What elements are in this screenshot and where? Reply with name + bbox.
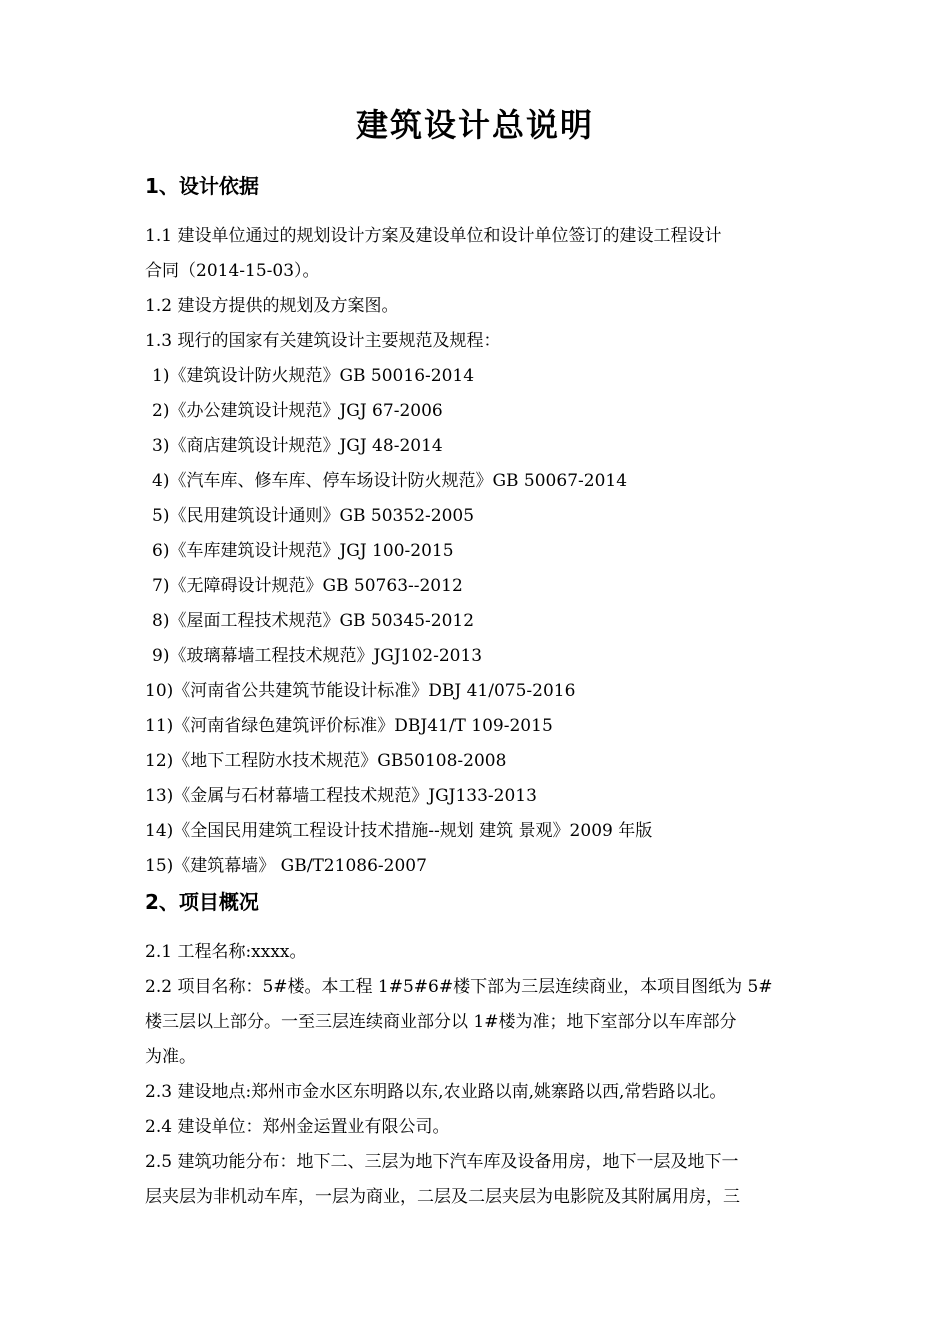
standard-item: 1)《建筑设计防火规范》GB 50016-2014 (152, 366, 475, 386)
standard-item: 6)《车库建筑设计规范》JGJ 100-2015 (152, 541, 454, 561)
standard-item: 14)《全国民用建筑工程设计技术措施--规划 建筑 景观》2009 年版 (145, 821, 653, 841)
paragraph-2-3: 2.3 建设地点:郑州市金水区东明路以东,农业路以南,姚寨路以西,常砦路以北。 (145, 1082, 727, 1102)
paragraph-1-3: 1.3 现行的国家有关建筑设计主要规范及规程： (145, 331, 501, 351)
paragraph-2-2-line-2: 楼三层以上部分。一至三层连续商业部分以 1#楼为准；地下室部分以车库部分 (145, 1012, 737, 1032)
standard-item: 13)《金属与石材幕墙工程技术规范》JGJ133-2013 (145, 786, 537, 806)
paragraph-2-2-line-3: 为准。 (145, 1047, 196, 1067)
paragraph-1-2: 1.2 建设方提供的规划及方案图。 (145, 296, 399, 316)
section-heading-project-overview: 2、项目概况 (145, 890, 259, 914)
paragraph-2-2-line-1: 2.2 项目名称：5#楼。本工程 1#5#6#楼下部为三层连续商业，本项目图纸为 5# (145, 977, 773, 997)
document-title: 建筑设计总说明 (355, 106, 594, 144)
paragraph-2-1: 2.1 工程名称:xxxx。 (145, 942, 307, 962)
paragraph-2-4: 2.4 建设单位：郑州金运置业有限公司。 (145, 1117, 450, 1137)
standard-item: 3)《商店建筑设计规范》JGJ 48-2014 (152, 436, 443, 456)
standard-item: 11)《河南省绿色建筑评价标准》DBJ41/T 109-2015 (145, 716, 553, 736)
paragraph-2-5-line-1: 2.5 建筑功能分布：地下二、三层为地下汽车库及设备用房，地下一层及地下一 (145, 1152, 739, 1172)
standard-item: 12)《地下工程防水技术规范》GB50108-2008 (145, 751, 507, 771)
paragraph-1-1-line-2: 合同（2014-15-03）。 (145, 261, 320, 281)
standard-item: 7)《无障碍设计规范》GB 50763--2012 (152, 576, 463, 596)
standard-item: 9)《玻璃幕墙工程技术规范》JGJ102-2013 (152, 646, 483, 666)
paragraph-2-5-line-2: 层夹层为非机动车库，一层为商业，二层及二层夹层为电影院及其附属用房，三 (145, 1187, 740, 1207)
standard-item: 2)《办公建筑设计规范》JGJ 67-2006 (152, 401, 443, 421)
section-heading-design-basis: 1、设计依据 (145, 174, 259, 198)
standard-item: 4)《汽车库、修车库、停车场设计防火规范》GB 50067-2014 (152, 471, 628, 491)
standard-item: 8)《屋面工程技术规范》GB 50345-2012 (152, 611, 475, 631)
standard-item: 15)《建筑幕墙》 GB/T21086-2007 (145, 856, 427, 876)
paragraph-1-1-line-1: 1.1 建设单位通过的规划设计方案及建设单位和设计单位签订的建设工程设计 (145, 226, 722, 246)
standard-item: 10)《河南省公共建筑节能设计标准》DBJ 41/075-2016 (145, 681, 576, 701)
standard-item: 5)《民用建筑设计通则》GB 50352-2005 (152, 506, 475, 526)
